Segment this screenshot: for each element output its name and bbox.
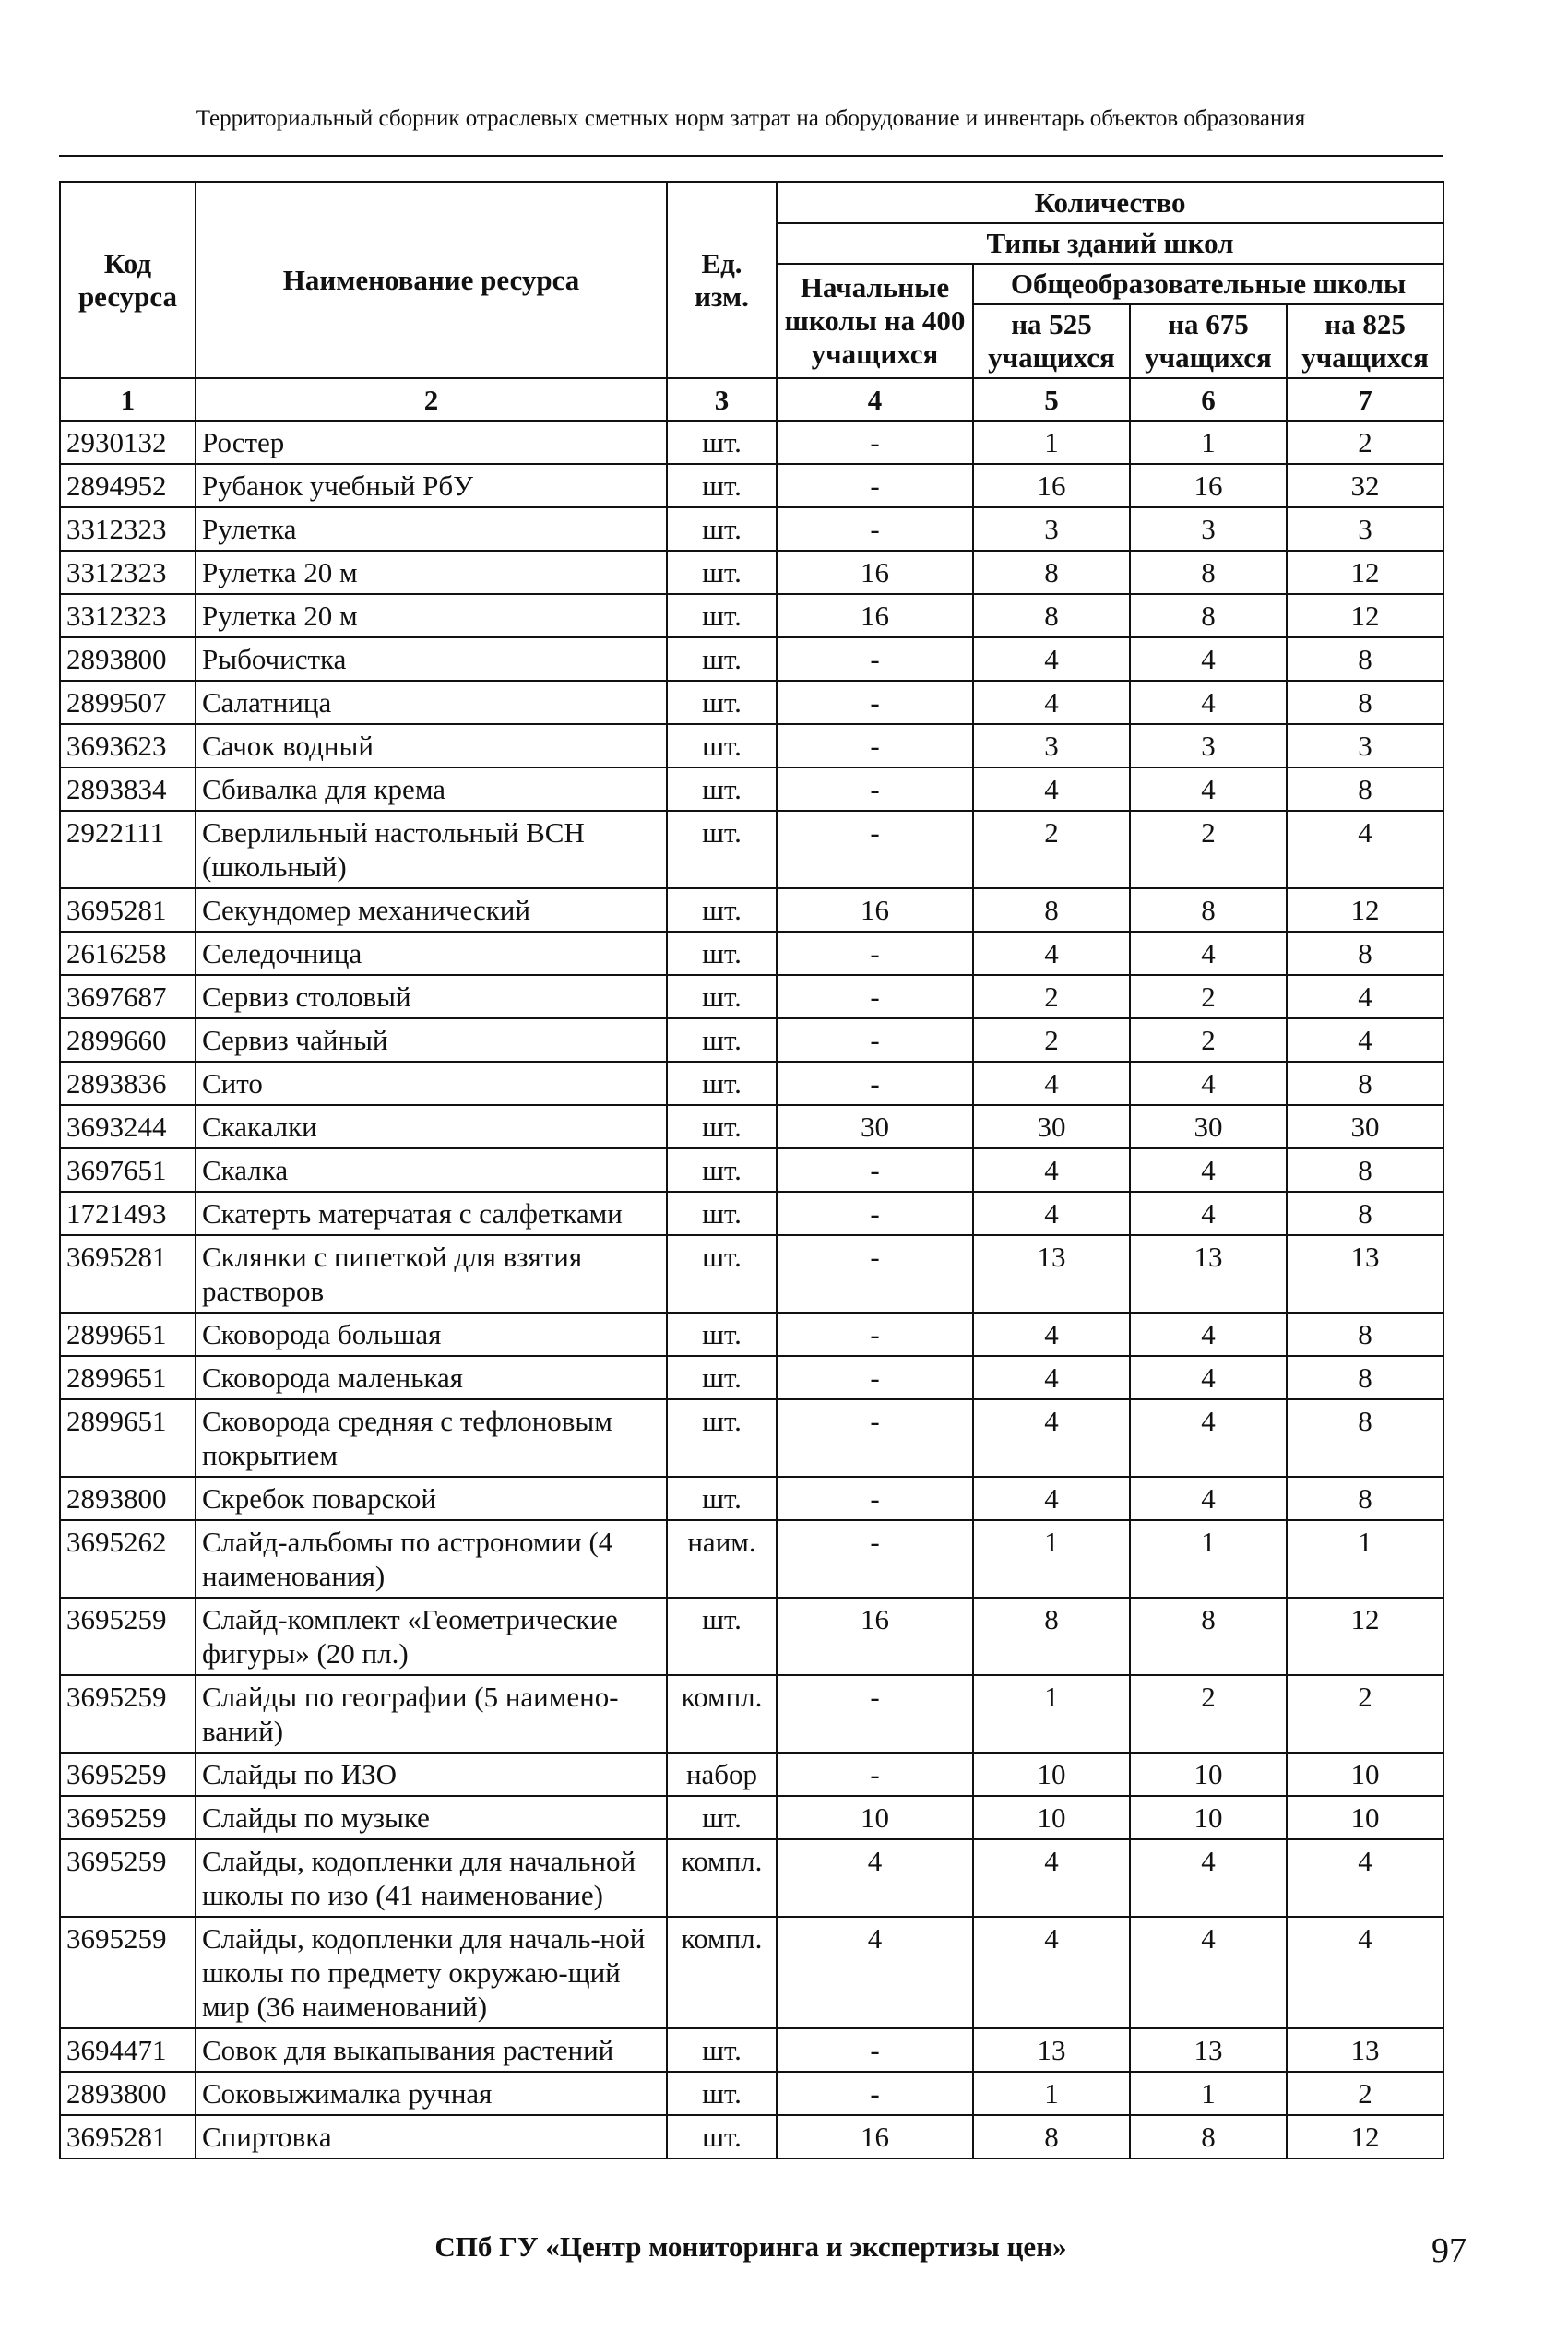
qty-general-675: 2	[1130, 1018, 1287, 1062]
qty-general-525: 8	[973, 2115, 1130, 2158]
resource-name: Сковорода маленькая	[196, 1356, 667, 1399]
table-row	[60, 767, 1443, 811]
qty-primary-400: -	[777, 1235, 973, 1313]
resource-name: Слайд-комплект «Геометрические фигуры» (20 пл.)	[196, 1598, 667, 1675]
resource-code: 3695281	[60, 888, 196, 932]
footer-publisher: СПб ГУ «Центр мониторинга и экспертизы цен»	[434, 2230, 1067, 2263]
column-number: 7	[1287, 378, 1443, 421]
unit: набор	[667, 1753, 777, 1796]
resource-name: Слайды, кодопленки для начальной школы по изо (41 наименование)	[196, 1839, 667, 1917]
qty-primary-400: -	[777, 1356, 973, 1399]
table-row	[60, 1018, 1443, 1062]
table-row	[60, 1356, 1443, 1399]
resource-name: Слайды по географии (5 наимено-ваний)	[196, 1675, 667, 1753]
table-row	[60, 1062, 1443, 1105]
qty-general-675: 3	[1130, 507, 1287, 551]
qty-general-525: 8	[973, 551, 1130, 594]
unit: шт.	[667, 1477, 777, 1520]
unit: шт.	[667, 507, 777, 551]
qty-general-825: 13	[1287, 2028, 1443, 2072]
qty-general-825: 4	[1287, 1917, 1443, 2028]
qty-general-525: 13	[973, 2028, 1130, 2072]
table-row	[60, 811, 1443, 888]
qty-general-825: 8	[1287, 932, 1443, 975]
qty-general-825: 8	[1287, 681, 1443, 724]
resource-code: 2893800	[60, 1477, 196, 1520]
qty-general-825: 4	[1287, 1018, 1443, 1062]
resource-code: 2922111	[60, 811, 196, 888]
table-row	[60, 1105, 1443, 1148]
qty-general-825: 12	[1287, 888, 1443, 932]
qty-general-675: 8	[1130, 888, 1287, 932]
qty-general-825: 8	[1287, 637, 1443, 681]
table-row	[60, 594, 1443, 637]
qty-general-675: 1	[1130, 1520, 1287, 1598]
unit: шт.	[667, 464, 777, 507]
qty-general-525: 2	[973, 975, 1130, 1018]
resource-name: Сбивалка для крема	[196, 767, 667, 811]
qty-general-825: 2	[1287, 2072, 1443, 2115]
resource-name: Слайды, кодопленки для началь-ной школы по предмету окружаю-щий мир (36 наименований)	[196, 1917, 667, 2028]
table-row	[60, 1313, 1443, 1356]
resource-name: Сверлильный настольный ВСН (школьный)	[196, 811, 667, 888]
qty-general-525: 30	[973, 1105, 1130, 1148]
resource-code: 2930132	[60, 421, 196, 464]
table-row	[60, 2115, 1443, 2158]
qty-general-825: 12	[1287, 551, 1443, 594]
qty-general-675: 4	[1130, 1399, 1287, 1477]
resource-code: 3695262	[60, 1520, 196, 1598]
qty-general-525: 1	[973, 1520, 1130, 1598]
qty-general-525: 4	[973, 1148, 1130, 1192]
qty-general-825: 8	[1287, 1313, 1443, 1356]
resource-code: 1721493	[60, 1192, 196, 1235]
unit: шт.	[667, 1235, 777, 1313]
qty-primary-400: -	[777, 811, 973, 888]
qty-general-525: 16	[973, 464, 1130, 507]
qty-primary-400: 16	[777, 888, 973, 932]
resource-code: 2893800	[60, 2072, 196, 2115]
qty-general-675: 4	[1130, 1477, 1287, 1520]
qty-general-675: 4	[1130, 1062, 1287, 1105]
table-row	[60, 1675, 1443, 1753]
resource-code: 2899660	[60, 1018, 196, 1062]
resource-name: Скребок поварской	[196, 1477, 667, 1520]
unit: шт.	[667, 1192, 777, 1235]
unit: шт.	[667, 1105, 777, 1148]
resource-code: 2899507	[60, 681, 196, 724]
table-row	[60, 464, 1443, 507]
table-row	[60, 724, 1443, 767]
unit: шт.	[667, 2072, 777, 2115]
header-general-825: на 825 учащихся	[1287, 304, 1443, 378]
table-row	[60, 888, 1443, 932]
qty-general-825: 8	[1287, 1356, 1443, 1399]
qty-general-525: 2	[973, 1018, 1130, 1062]
header-primary-400: Начальные школы на 400 учащихся	[777, 264, 973, 378]
resource-name: Совок для выкапывания растений	[196, 2028, 667, 2072]
unit: шт.	[667, 1018, 777, 1062]
qty-general-675: 8	[1130, 594, 1287, 637]
qty-general-525: 8	[973, 1598, 1130, 1675]
qty-general-525: 4	[973, 767, 1130, 811]
qty-general-675: 10	[1130, 1796, 1287, 1839]
resource-code: 3695259	[60, 1796, 196, 1839]
qty-general-675: 4	[1130, 1917, 1287, 2028]
qty-general-675: 2	[1130, 1675, 1287, 1753]
qty-general-525: 3	[973, 724, 1130, 767]
table-row	[60, 975, 1443, 1018]
resource-name: Рубанок учебный РбУ	[196, 464, 667, 507]
table-row	[60, 507, 1443, 551]
running-header: Территориальный сборник отраслевых сметных норм затрат на оборудование и инвентарь объектов образования	[196, 106, 1306, 131]
column-number: 6	[1130, 378, 1287, 421]
qty-general-675: 4	[1130, 1839, 1287, 1917]
qty-general-675: 16	[1130, 464, 1287, 507]
resource-code: 3312323	[60, 551, 196, 594]
qty-general-675: 4	[1130, 1313, 1287, 1356]
qty-general-825: 12	[1287, 594, 1443, 637]
resource-name: Секундомер механический	[196, 888, 667, 932]
qty-general-825: 3	[1287, 724, 1443, 767]
unit: шт.	[667, 1062, 777, 1105]
qty-general-675: 4	[1130, 1356, 1287, 1399]
qty-general-675: 4	[1130, 1148, 1287, 1192]
resource-name: Слайды по музыке	[196, 1796, 667, 1839]
header-general-schools: Общеобразовательные школы	[973, 264, 1443, 304]
resource-name: Салатница	[196, 681, 667, 724]
unit: шт.	[667, 1399, 777, 1477]
table-body	[60, 421, 1443, 2158]
qty-general-675: 2	[1130, 811, 1287, 888]
resource-name: Сито	[196, 1062, 667, 1105]
qty-general-825: 1	[1287, 1520, 1443, 1598]
qty-general-825: 10	[1287, 1796, 1443, 1839]
unit: шт.	[667, 681, 777, 724]
table-row	[60, 1917, 1443, 2028]
column-number: 1	[60, 378, 196, 421]
qty-general-525: 4	[973, 932, 1130, 975]
unit: шт.	[667, 551, 777, 594]
resource-code: 3697651	[60, 1148, 196, 1192]
qty-general-825: 12	[1287, 1598, 1443, 1675]
qty-general-675: 10	[1130, 1753, 1287, 1796]
resource-name: Скатерть матерчатая с салфетками	[196, 1192, 667, 1235]
header-code: Код ресурса	[60, 182, 196, 378]
resource-name: Сервиз чайный	[196, 1018, 667, 1062]
column-number: 3	[667, 378, 777, 421]
header-general-525: на 525 учащихся	[973, 304, 1130, 378]
resource-name: Сковорода большая	[196, 1313, 667, 1356]
unit: шт.	[667, 888, 777, 932]
qty-primary-400: 4	[777, 1839, 973, 1917]
qty-general-825: 8	[1287, 1148, 1443, 1192]
qty-primary-400: 30	[777, 1105, 973, 1148]
column-number: 2	[196, 378, 667, 421]
qty-general-675: 13	[1130, 2028, 1287, 2072]
resource-name: Сковорода средняя с тефлоновым покрытием	[196, 1399, 667, 1477]
unit: шт.	[667, 724, 777, 767]
resource-name: Рулетка 20 м	[196, 594, 667, 637]
resource-code: 3695259	[60, 1598, 196, 1675]
resource-name: Спиртовка	[196, 2115, 667, 2158]
qty-primary-400: 16	[777, 1598, 973, 1675]
unit: шт.	[667, 594, 777, 637]
header-unit: Ед. изм.	[667, 182, 777, 378]
qty-general-525: 4	[973, 1356, 1130, 1399]
resource-code: 3312323	[60, 507, 196, 551]
resource-code: 2893834	[60, 767, 196, 811]
qty-general-675: 8	[1130, 2115, 1287, 2158]
header-name: Наименование ресурса	[196, 182, 667, 378]
qty-general-525: 4	[973, 1917, 1130, 2028]
resource-name: Рыбочистка	[196, 637, 667, 681]
resource-code: 3695259	[60, 1839, 196, 1917]
header-rule	[59, 155, 1443, 157]
qty-general-525: 1	[973, 1675, 1130, 1753]
qty-primary-400: -	[777, 421, 973, 464]
resource-code: 3695281	[60, 1235, 196, 1313]
table-row	[60, 1399, 1443, 1477]
header-quantity: Количество	[777, 182, 1443, 223]
qty-general-825: 2	[1287, 1675, 1443, 1753]
qty-general-825: 8	[1287, 1477, 1443, 1520]
table-row	[60, 551, 1443, 594]
qty-general-825: 30	[1287, 1105, 1443, 1148]
table-head	[60, 182, 1443, 421]
unit: шт.	[667, 1796, 777, 1839]
unit: шт.	[667, 811, 777, 888]
qty-general-825: 8	[1287, 767, 1443, 811]
unit: наим.	[667, 1520, 777, 1598]
qty-general-525: 3	[973, 507, 1130, 551]
qty-general-825: 8	[1287, 1062, 1443, 1105]
qty-general-675: 4	[1130, 932, 1287, 975]
qty-primary-400: 16	[777, 551, 973, 594]
qty-general-525: 10	[973, 1796, 1130, 1839]
qty-general-675: 1	[1130, 421, 1287, 464]
resource-name: Селедочница	[196, 932, 667, 975]
resource-name: Рулетка	[196, 507, 667, 551]
table-row	[60, 1192, 1443, 1235]
resource-code: 3694471	[60, 2028, 196, 2072]
qty-general-675: 3	[1130, 724, 1287, 767]
column-number: 5	[973, 378, 1130, 421]
qty-primary-400: -	[777, 767, 973, 811]
resource-name: Скакалки	[196, 1105, 667, 1148]
resource-code: 3695281	[60, 2115, 196, 2158]
qty-primary-400: -	[777, 681, 973, 724]
qty-primary-400: -	[777, 975, 973, 1018]
unit: шт.	[667, 2028, 777, 2072]
resource-code: 2899651	[60, 1399, 196, 1477]
qty-primary-400: 10	[777, 1796, 973, 1839]
resource-code: 3693244	[60, 1105, 196, 1148]
qty-general-525: 4	[973, 1399, 1130, 1477]
qty-primary-400: -	[777, 932, 973, 975]
table-row	[60, 1477, 1443, 1520]
qty-primary-400: -	[777, 1062, 973, 1105]
table-row	[60, 932, 1443, 975]
qty-general-525: 13	[973, 1235, 1130, 1313]
resource-code: 3695259	[60, 1753, 196, 1796]
qty-primary-400: 16	[777, 2115, 973, 2158]
qty-primary-400: -	[777, 1192, 973, 1235]
resource-table	[59, 181, 1444, 2159]
qty-general-825: 4	[1287, 1839, 1443, 1917]
unit: шт.	[667, 421, 777, 464]
qty-general-675: 4	[1130, 1192, 1287, 1235]
qty-general-675: 4	[1130, 681, 1287, 724]
qty-general-825: 4	[1287, 975, 1443, 1018]
qty-general-825: 12	[1287, 2115, 1443, 2158]
unit: шт.	[667, 1356, 777, 1399]
qty-general-525: 4	[973, 1313, 1130, 1356]
qty-general-825: 8	[1287, 1192, 1443, 1235]
unit: шт.	[667, 1598, 777, 1675]
header-general-675: на 675 учащихся	[1130, 304, 1287, 378]
resource-name: Соковыжималка ручная	[196, 2072, 667, 2115]
unit: шт.	[667, 767, 777, 811]
resource-name: Склянки с пипеткой для взятия растворов	[196, 1235, 667, 1313]
qty-general-825: 2	[1287, 421, 1443, 464]
table-row	[60, 681, 1443, 724]
table-row	[60, 1520, 1443, 1598]
qty-primary-400: -	[777, 1753, 973, 1796]
resource-code: 2899651	[60, 1356, 196, 1399]
resource-code: 3695259	[60, 1917, 196, 2028]
qty-general-825: 13	[1287, 1235, 1443, 1313]
qty-primary-400: -	[777, 1148, 973, 1192]
qty-general-525: 2	[973, 811, 1130, 888]
table-row	[60, 1148, 1443, 1192]
resource-name: Ростер	[196, 421, 667, 464]
page-number: 97	[1431, 2231, 1467, 2270]
resource-code: 2899651	[60, 1313, 196, 1356]
header-building-types: Типы зданий школ	[777, 223, 1443, 264]
qty-primary-400: -	[777, 1399, 973, 1477]
qty-general-675: 8	[1130, 551, 1287, 594]
qty-general-825: 10	[1287, 1753, 1443, 1796]
qty-general-675: 8	[1130, 1598, 1287, 1675]
qty-general-525: 4	[973, 637, 1130, 681]
resource-name: Рулетка 20 м	[196, 551, 667, 594]
qty-general-525: 4	[973, 1839, 1130, 1917]
unit: шт.	[667, 932, 777, 975]
resource-code: 3697687	[60, 975, 196, 1018]
qty-general-525: 10	[973, 1753, 1130, 1796]
resource-code: 2894952	[60, 464, 196, 507]
qty-general-525: 8	[973, 888, 1130, 932]
resource-name: Слайд-альбомы по астрономии (4 наименования)	[196, 1520, 667, 1598]
resource-code: 2616258	[60, 932, 196, 975]
table-row	[60, 1796, 1443, 1839]
qty-primary-400: -	[777, 1018, 973, 1062]
table-row	[60, 421, 1443, 464]
qty-primary-400: -	[777, 2028, 973, 2072]
qty-primary-400: 16	[777, 594, 973, 637]
unit: шт.	[667, 1313, 777, 1356]
resource-code: 2893800	[60, 637, 196, 681]
unit: шт.	[667, 1148, 777, 1192]
qty-general-525: 4	[973, 1062, 1130, 1105]
qty-primary-400: -	[777, 1477, 973, 1520]
qty-general-825: 3	[1287, 507, 1443, 551]
table-row	[60, 2072, 1443, 2115]
qty-general-675: 13	[1130, 1235, 1287, 1313]
qty-general-675: 30	[1130, 1105, 1287, 1148]
qty-general-525: 4	[973, 1477, 1130, 1520]
qty-primary-400: -	[777, 464, 973, 507]
qty-general-675: 4	[1130, 637, 1287, 681]
qty-general-525: 1	[973, 2072, 1130, 2115]
table-row	[60, 1598, 1443, 1675]
qty-general-525: 4	[973, 681, 1130, 724]
resource-name: Слайды по ИЗО	[196, 1753, 667, 1796]
qty-general-525: 4	[973, 1192, 1130, 1235]
unit: шт.	[667, 637, 777, 681]
resource-name: Скалка	[196, 1148, 667, 1192]
qty-general-675: 1	[1130, 2072, 1287, 2115]
qty-primary-400: -	[777, 1313, 973, 1356]
resource-code: 3693623	[60, 724, 196, 767]
qty-general-675: 4	[1130, 767, 1287, 811]
qty-general-825: 4	[1287, 811, 1443, 888]
resource-name: Сачок водный	[196, 724, 667, 767]
table-row	[60, 637, 1443, 681]
qty-general-825: 8	[1287, 1399, 1443, 1477]
table-row	[60, 1839, 1443, 1917]
qty-general-675: 2	[1130, 975, 1287, 1018]
table-row	[60, 2028, 1443, 2072]
qty-primary-400: -	[777, 724, 973, 767]
qty-primary-400: -	[777, 1675, 973, 1753]
table-row	[60, 1753, 1443, 1796]
unit: компл.	[667, 1839, 777, 1917]
unit: компл.	[667, 1917, 777, 2028]
qty-primary-400: -	[777, 507, 973, 551]
qty-primary-400: 4	[777, 1917, 973, 2028]
qty-primary-400: -	[777, 637, 973, 681]
column-number: 4	[777, 378, 973, 421]
qty-primary-400: -	[777, 2072, 973, 2115]
resource-code: 2893836	[60, 1062, 196, 1105]
qty-general-525: 8	[973, 594, 1130, 637]
resource-code: 3695259	[60, 1675, 196, 1753]
qty-general-825: 32	[1287, 464, 1443, 507]
unit: шт.	[667, 975, 777, 1018]
column-number-row	[60, 378, 1443, 421]
unit: компл.	[667, 1675, 777, 1753]
resource-name: Сервиз столовый	[196, 975, 667, 1018]
unit: шт.	[667, 2115, 777, 2158]
qty-primary-400: -	[777, 1520, 973, 1598]
table-row	[60, 1235, 1443, 1313]
qty-general-525: 1	[973, 421, 1130, 464]
resource-code: 3312323	[60, 594, 196, 637]
